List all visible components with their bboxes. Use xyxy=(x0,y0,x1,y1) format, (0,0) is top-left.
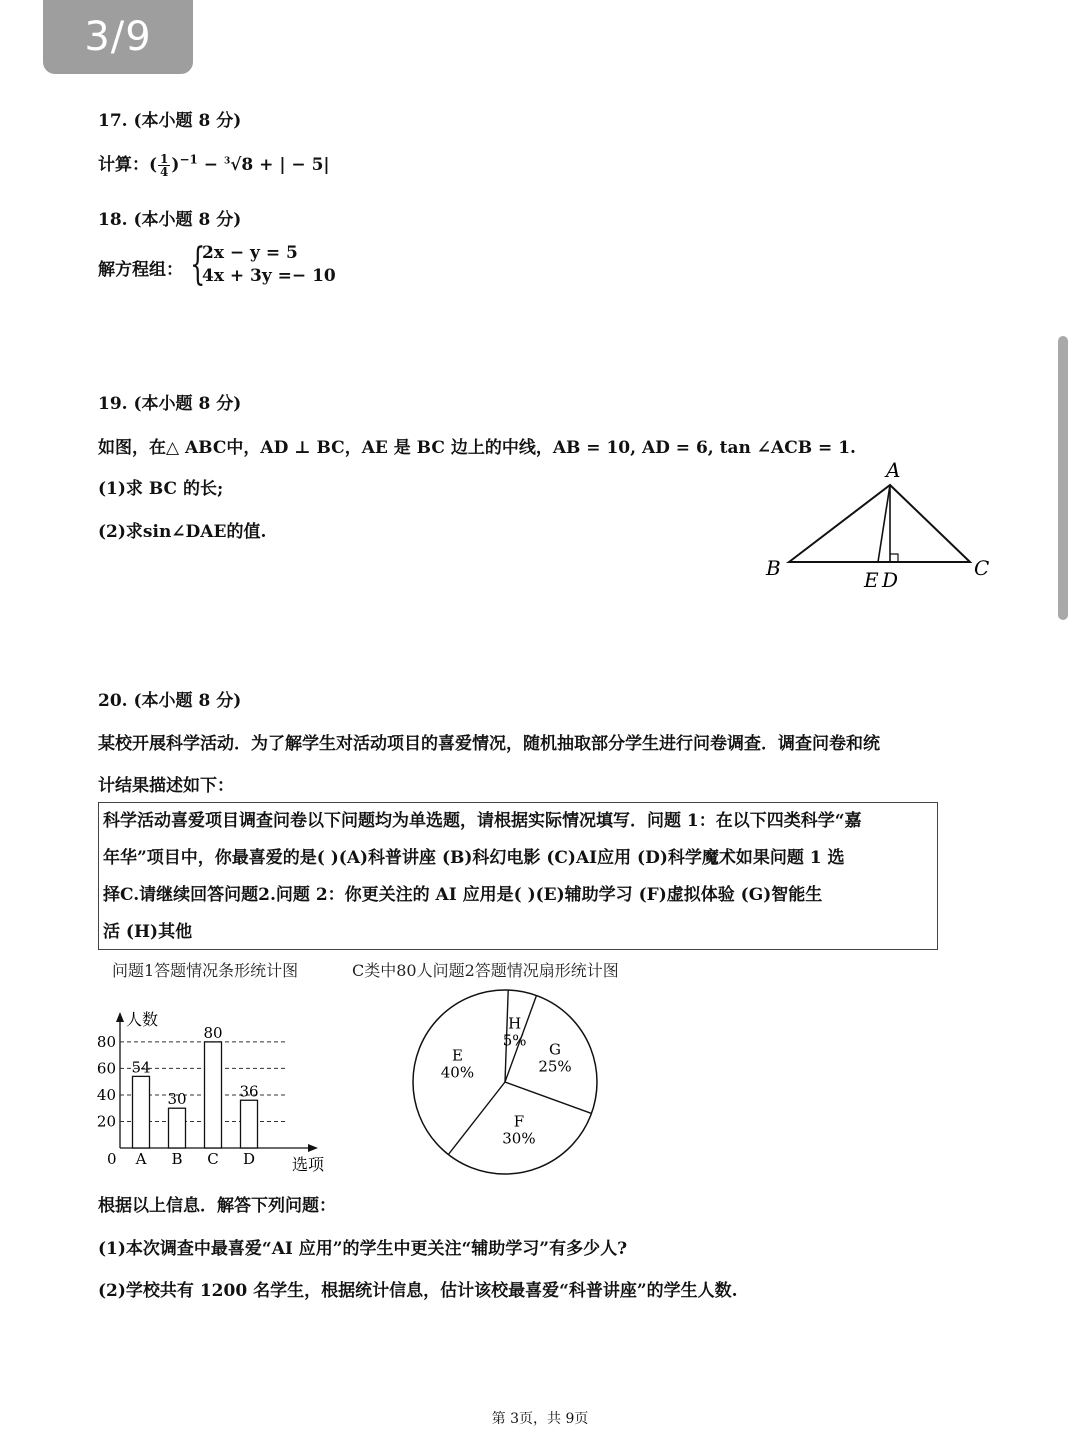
questionnaire-row: 年华”项目中，你最喜爱的是( )(A)科普讲座 (B)科幻电影 (C)AI应用 (D)科学魔术如果问题 1 选 xyxy=(103,848,845,868)
x-axis-label: 选项 xyxy=(292,1155,325,1174)
label-b: B xyxy=(766,556,781,580)
x-tick-label: B xyxy=(171,1150,183,1168)
x-tick-label: A xyxy=(135,1150,147,1168)
label-c: C xyxy=(974,556,990,580)
bar xyxy=(241,1100,258,1148)
bar-chart xyxy=(90,1000,350,1180)
questionnaire-row: 活 (H)其他 xyxy=(103,922,193,942)
q19-part-1: (1)求 BC 的长; xyxy=(98,479,224,499)
questionnaire-row: 择C.请继续回答问题2.问题 2：你更关注的 AI 应用是( )(E)辅助学习 (F)虚拟体验 (G)智能生 xyxy=(103,885,823,905)
q20-heading: 20. (本小题 8 分) xyxy=(98,691,242,711)
bar-value-label: 36 xyxy=(239,1082,259,1101)
page-indicator-badge: 3/9 xyxy=(43,0,193,74)
q17-minus: − xyxy=(197,155,224,175)
q20-intro-2: 计结果描述如下： xyxy=(98,776,234,796)
origin-label: 0 xyxy=(107,1150,117,1168)
q20-intro-1: 某校开展科学活动．为了解学生对活动项目的喜爱情况，随机抽取部分学生进行问卷调查．调查问卷和统 xyxy=(98,734,880,754)
bar-value-label: 54 xyxy=(131,1058,151,1077)
q17-radical: √8 xyxy=(230,155,254,175)
triangle-figure xyxy=(760,455,1000,595)
y-tick-label: 80 xyxy=(96,1032,116,1051)
q17-exponent: −1 xyxy=(179,152,198,167)
page-footer: 第 3页，共 9页 xyxy=(491,1411,589,1427)
bar-value-label: 80 xyxy=(203,1023,223,1042)
pie-slice-percent: 40% xyxy=(440,1063,475,1082)
pie-chart xyxy=(400,982,610,1182)
pie-slice-label: G xyxy=(549,1040,562,1059)
bar xyxy=(133,1076,150,1148)
q19-statement: 如图，在△ ABC中，AD ⊥ BC，AE 是 BC 边上的中线，AB = 10, AD = 6, tan ∠ACB = 1. xyxy=(98,438,856,458)
right-angle-mark xyxy=(890,554,898,562)
questionnaire-box xyxy=(98,802,938,950)
y-axis-arrow-icon xyxy=(116,1012,124,1022)
q17-prefix: 计算： xyxy=(98,155,149,175)
q18-heading: 18. (本小题 8 分) xyxy=(98,210,242,230)
pie-slice-label: E xyxy=(451,1046,463,1065)
y-axis-label: 人数 xyxy=(126,1010,159,1029)
label-d: D xyxy=(882,568,899,592)
pie-slice-percent: 25% xyxy=(538,1057,572,1076)
q17-heading: 17. (本小题 8 分) xyxy=(98,111,242,131)
q17-root-index: 3 xyxy=(223,156,231,167)
left-brace-icon: { xyxy=(190,239,206,290)
q18-prefix: 解方程组： xyxy=(98,260,183,280)
q20-part-1: (1)本次调查中最喜爱“AI 应用”的学生中更关注“辅助学习”有多少人? xyxy=(98,1239,628,1259)
q17-frac-num: 1 xyxy=(160,152,169,166)
questionnaire-row: 科学活动喜爱项目调查问卷以下问题均为单选题，请根据实际情况填写．问题 1：在以下四类科学“嘉 xyxy=(103,811,862,831)
q20-prompt: 根据以上信息．解答下列问题： xyxy=(98,1196,336,1216)
q20-part-2: (2)学校共有 1200 名学生，根据统计信息，估计该校最喜爱“科普讲座”的学生人数. xyxy=(98,1281,738,1301)
q19-heading: 19. (本小题 8 分) xyxy=(98,394,242,414)
pie-slice-label: F xyxy=(513,1112,525,1131)
bar xyxy=(205,1042,222,1148)
scrollbar-thumb[interactable] xyxy=(1058,336,1068,620)
x-tick-label: C xyxy=(207,1150,219,1168)
pie-slice-percent: 5% xyxy=(502,1031,527,1050)
q17-paren-open: ( xyxy=(149,155,158,175)
x-tick-label: D xyxy=(242,1150,256,1168)
q17-tail: + | − 5| xyxy=(253,155,330,175)
y-tick-label: 20 xyxy=(96,1112,116,1131)
pie-chart-caption: C类中80人问题2答题情况扇形统计图 xyxy=(352,961,619,980)
y-tick-label: 60 xyxy=(96,1059,116,1078)
pie-slice-percent: 30% xyxy=(502,1129,536,1148)
bar-chart-caption: 问题1答题情况条形统计图 xyxy=(112,961,299,980)
x-axis-arrow-icon xyxy=(308,1144,318,1152)
median-ae xyxy=(878,485,890,562)
y-tick-label: 40 xyxy=(96,1085,116,1104)
bar xyxy=(169,1108,186,1148)
q17-fraction xyxy=(158,153,170,178)
q17-frac-den: 4 xyxy=(160,165,169,179)
q17-expression xyxy=(98,150,330,178)
q17-paren-close: ) xyxy=(171,155,180,175)
q19-part-2: (2)求sin∠DAE的值. xyxy=(98,522,267,542)
label-a: A xyxy=(886,458,901,482)
q18-equation-1: 2x − y = 5 xyxy=(202,243,298,263)
bar-value-label: 30 xyxy=(167,1090,187,1109)
label-e: E xyxy=(864,568,879,592)
q18-equation-2: 4x + 3y =− 10 xyxy=(202,266,336,286)
pie-slice-label: H xyxy=(508,1014,522,1033)
